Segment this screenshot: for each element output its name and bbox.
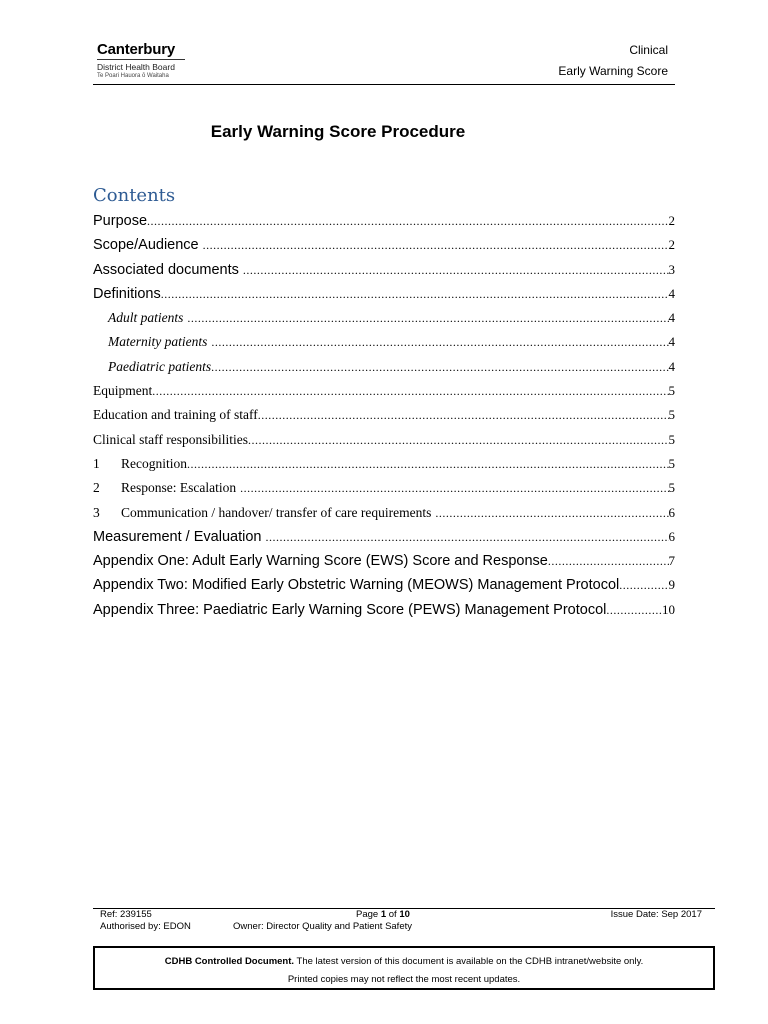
- toc-label: Scope/Audience: [93, 237, 199, 254]
- toc-label: Paediatric patients: [108, 358, 212, 374]
- toc-label: Appendix One: Adult Early Warning Score (EWS) Score and Response: [93, 553, 548, 570]
- toc-leader-dots: [161, 287, 669, 302]
- header-doc-title: Early Warning Score: [558, 64, 668, 78]
- toc-page-number: 5: [668, 407, 675, 423]
- toc-label: Measurement / Evaluation: [93, 528, 262, 545]
- toc-entry-maternity-patients[interactable]: [93, 334, 675, 358]
- toc-page-number: 2: [668, 213, 675, 228]
- page-current: 1: [380, 909, 387, 920]
- logo-divider: [97, 59, 185, 60]
- toc-entry-equipment[interactable]: [93, 383, 675, 407]
- toc-leader-dots: [187, 457, 669, 472]
- toc-entry-appendix-one[interactable]: [93, 553, 675, 577]
- toc-entry-adult-patients[interactable]: [93, 310, 675, 334]
- toc-page-number: 6: [668, 504, 675, 520]
- toc-entry-paediatric-patients[interactable]: [93, 359, 675, 383]
- toc-page-number: 7: [668, 553, 675, 569]
- toc-leader-dots: [248, 433, 669, 448]
- toc-label: Definitions: [93, 285, 161, 302]
- document-title: Early Warning Score Procedure: [210, 122, 466, 141]
- toc-label: Associated documents: [93, 261, 239, 278]
- toc-leader-dots: [258, 408, 669, 423]
- toc-entry-associated-documents[interactable]: [93, 262, 675, 286]
- toc-page-number: 4: [668, 358, 675, 374]
- toc-label: Appendix Two: Modified Early Obstetric Warning (MEOWS) Management Protocol: [93, 577, 620, 594]
- toc-page-number: 5: [668, 431, 675, 447]
- toc-leader-dots: [265, 530, 668, 545]
- toc-page-number: 6: [668, 528, 675, 544]
- header-category: Clinical: [629, 43, 668, 57]
- toc-entry-communication-handover[interactable]: [93, 505, 675, 529]
- toc-entry-appendix-three[interactable]: [93, 602, 675, 626]
- toc-leader-dots: [211, 335, 668, 350]
- table-of-contents: [93, 213, 675, 626]
- toc-entry-definitions[interactable]: [93, 286, 675, 310]
- page-of: of: [388, 909, 397, 920]
- footer-reference: Ref: 239155: [100, 909, 152, 920]
- toc-leader-dots: [203, 238, 669, 253]
- toc-page-number: 5: [668, 480, 675, 496]
- cdhb-logo: [97, 42, 197, 80]
- footer-page-indicator: [356, 909, 410, 920]
- toc-leader-dots: [187, 311, 668, 326]
- toc-label: Equipment: [93, 383, 153, 399]
- toc-label: [93, 480, 236, 496]
- toc-label-text: Communication / handover/ transfer of care requirements: [121, 504, 432, 520]
- toc-leader-dots: [243, 263, 669, 278]
- toc-leader-dots: [211, 360, 668, 375]
- toc-page-number: 5: [668, 383, 675, 399]
- toc-page-number: 5: [668, 455, 675, 471]
- toc-leader-dots: [619, 578, 668, 593]
- contents-heading: Contents: [93, 185, 176, 206]
- toc-number: 1: [93, 455, 100, 471]
- toc-page-number: 4: [668, 310, 675, 326]
- toc-label: Purpose: [93, 213, 148, 229]
- toc-entry-response-escalation[interactable]: [93, 480, 675, 504]
- toc-page-number: 9: [668, 577, 675, 593]
- toc-label: Adult patients: [108, 310, 184, 326]
- toc-label: [93, 456, 187, 472]
- toc-page-number: 2: [668, 237, 675, 253]
- footer-owner: Owner: Director Quality and Patient Safety: [233, 921, 412, 932]
- toc-entry-measurement-evaluation[interactable]: [93, 529, 675, 553]
- toc-label-text: Recognition: [121, 455, 187, 471]
- toc-entry-recognition[interactable]: [93, 456, 675, 480]
- toc-label: Appendix Three: Paediatric Early Warning Score (PEWS) Management Protocol: [93, 601, 607, 618]
- logo-org-subtitle: District Health Board: [97, 62, 175, 72]
- toc-entry-scope[interactable]: [93, 237, 675, 261]
- controlled-notice-bold: CDHB Controlled Document.: [164, 956, 295, 967]
- toc-entry-education-training[interactable]: [93, 407, 675, 431]
- printed-copies-note: Printed copies may not reflect the most recent updates.: [287, 974, 521, 985]
- toc-leader-dots: [152, 384, 668, 399]
- controlled-notice-line1: [95, 956, 713, 967]
- toc-label: [93, 505, 431, 521]
- toc-entry-purpose[interactable]: [93, 213, 675, 237]
- toc-page-number: 4: [668, 285, 675, 301]
- page-prefix: Page: [356, 909, 379, 920]
- toc-number: 3: [93, 504, 100, 520]
- page-total: 10: [399, 909, 410, 920]
- toc-page-number: 3: [668, 261, 675, 277]
- toc-page-number: 10: [662, 601, 675, 617]
- logo-org-name: Canterbury: [97, 41, 176, 58]
- toc-label: Education and training of staff: [93, 407, 258, 423]
- toc-leader-dots: [606, 603, 662, 618]
- controlled-document-notice: [93, 946, 715, 990]
- logo-maori-name: Te Poari Hauora ō Waitaha: [97, 73, 169, 79]
- toc-label: Maternity patients: [108, 334, 208, 350]
- toc-leader-dots: [548, 554, 669, 569]
- footer-issue-date: Issue Date: Sep 2017: [610, 909, 702, 920]
- toc-leader-dots: [240, 481, 668, 496]
- toc-label-text: Response: Escalation: [121, 480, 237, 496]
- toc-entry-clinical-staff[interactable]: [93, 432, 675, 456]
- toc-leader-dots: [435, 506, 668, 521]
- footer-authorised-by: Authorised by: EDON: [100, 921, 191, 932]
- controlled-notice-text: The latest version of this document is available on the CDHB intranet/website only.: [296, 956, 644, 967]
- header-divider: [93, 84, 675, 85]
- toc-page-number: 4: [668, 334, 675, 350]
- toc-leader-dots: [147, 214, 668, 229]
- toc-number: 2: [93, 480, 100, 496]
- toc-label: Clinical staff responsibilities: [93, 431, 248, 447]
- toc-entry-appendix-two[interactable]: [93, 577, 675, 601]
